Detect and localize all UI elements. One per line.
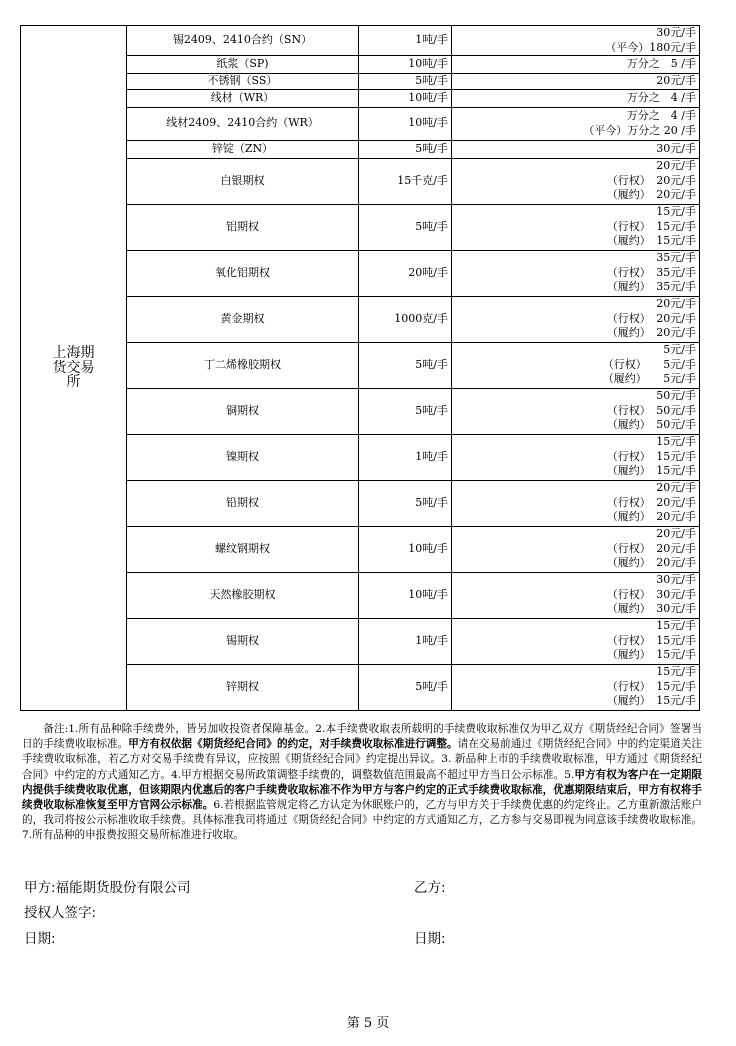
product-name: 铅期权 — [127, 480, 359, 526]
date-b-label: 日期: — [414, 931, 446, 947]
remarks-bold-2: 甲方有权为客户在一定期限内提供手续费收取优惠，但该期限内优惠后的客户手续费收取标准不作为甲方与客户约定的正式手续费收取标准，优惠期限结束后，甲方有权将手续费收取标准恢复至甲方官网公示标准。 — [22, 768, 703, 812]
fee-cell — [452, 89, 700, 107]
fee-line: 35元/手 — [656, 251, 696, 265]
fee-line: （履约） 30元/手 — [606, 602, 696, 616]
product-name: 线材（WR） — [127, 89, 359, 107]
trading-unit: 5吨/手 — [359, 74, 452, 90]
product-name: 纸浆（SP) — [127, 56, 359, 74]
remarks-text-3: 6.若根据监管规定将乙方认定为休眠账户的，乙方与甲方关于手续费优惠的约定终止。乙方重新激活账户的，我司将按公示标准收取手续费。具体标准我司将通过《期货经纪合同》中约定的方式通知乙方，乙方参与交易即视为同意该手续费收取标准。7.所有品种的申报费按照交易所标准进行收取。 — [22, 799, 703, 842]
fee-cell — [452, 26, 700, 56]
remarks-text-2: 请在交易前通过《期货经纪合同》中的约定渠道关注手续费收取标准，若乙方对交易手续费有异议，应按照《期货经纪合同》约定提出异议。3. 新品种上市的手续费收取标准，甲方通过《期货经纪合同》中约定的方式通知乙方。4.甲方根据交易所政策调整手续费的，调整数值范围最高不超过甲方当日公示标准。5. — [22, 738, 703, 781]
remarks-bold-1: 甲方有权依据《期货经纪合同》的约定，对手续费收取标准进行调整。 — [128, 738, 458, 751]
product-name: 氧化铝期权 — [127, 250, 359, 296]
fee-line: （履约） 20元/手 — [606, 326, 696, 340]
fee-line: （平今）180元/手 — [605, 40, 696, 54]
trading-unit: 5吨/手 — [359, 480, 452, 526]
remarks-text-1: 备注:1.所有品种除手续费外，皆另加收投资者保障基金。2.本手续费收取表所载明的手续费收取标准仅为甲乙双方《期货经纪合同》签署当日的手续费收取标准。 — [22, 723, 702, 751]
fee-cell — [452, 434, 700, 480]
fee-cell — [452, 56, 700, 74]
fee-line: 万分之 4 /手 — [626, 109, 696, 122]
fee-line: 20元/手 — [656, 481, 696, 495]
fee-line: 15元/手 — [656, 435, 696, 449]
fee-row — [21, 26, 700, 56]
trading-unit: 5吨/手 — [359, 388, 452, 434]
product-name: 不锈钢（SS） — [127, 74, 359, 90]
fee-line: （行权） 20元/手 — [606, 173, 696, 187]
fee-line: （平今）万分之 20 /手 — [583, 123, 696, 137]
fee-line: （行权） 15元/手 — [606, 219, 696, 233]
fee-line: （行权） 15元/手 — [606, 449, 696, 463]
trading-unit: 10吨/手 — [359, 526, 452, 572]
fee-line: （履约） 15元/手 — [606, 464, 696, 478]
trading-unit: 5吨/手 — [359, 664, 452, 710]
fee-line: （履约） 35元/手 — [606, 280, 696, 294]
exchange-name — [21, 26, 127, 711]
fee-line: （履约） 15元/手 — [606, 234, 696, 248]
fee-line: （行权） 15元/手 — [606, 633, 696, 647]
product-name: 镍期权 — [127, 434, 359, 480]
fee-line: （履约） 5元/手 — [602, 372, 696, 386]
fee-cell — [452, 526, 700, 572]
product-name: 黄金期权 — [127, 296, 359, 342]
fee-cell — [452, 204, 700, 250]
trading-unit: 10吨/手 — [359, 107, 452, 140]
product-name: 白银期权 — [127, 158, 359, 204]
trading-unit: 10吨/手 — [359, 89, 452, 107]
fee-line: （履约） 20元/手 — [606, 510, 696, 524]
fee-line: （行权） 20元/手 — [606, 541, 696, 555]
fee-line: （行权） 50元/手 — [606, 403, 696, 417]
fee-cell — [452, 572, 700, 618]
fee-line: （行权） 30元/手 — [606, 587, 696, 601]
trading-unit: 5吨/手 — [359, 140, 452, 158]
fee-line: （履约） 20元/手 — [606, 556, 696, 570]
trading-unit: 1000克/手 — [359, 296, 452, 342]
fee-line: 5元/手 — [663, 343, 696, 357]
fee-line: 30元/手 — [656, 26, 696, 39]
fee-line: 30元/手 — [656, 141, 696, 155]
fee-line: 20元/手 — [656, 74, 696, 87]
product-name: 螺纹钢期权 — [127, 526, 359, 572]
fee-cell — [452, 158, 700, 204]
fee-line: 20元/手 — [656, 527, 696, 541]
trading-unit: 1吨/手 — [359, 26, 452, 56]
trading-unit: 5吨/手 — [359, 204, 452, 250]
fee-line: 15元/手 — [656, 619, 696, 633]
fee-cell — [452, 342, 700, 388]
party-b-label: 乙方: — [414, 880, 446, 896]
trading-unit: 1吨/手 — [359, 618, 452, 664]
product-name: 锡2409、2410合约（SN） — [127, 26, 359, 56]
fee-line: 万分之 4 /手 — [626, 90, 696, 104]
fee-cell — [452, 250, 700, 296]
party-a-label: 甲方:福能期货股份有限公司 — [24, 880, 191, 896]
fee-table-body — [21, 26, 700, 711]
product-name: 铜期权 — [127, 388, 359, 434]
fee-line: （行权） 15元/手 — [606, 679, 696, 693]
fee-table — [20, 25, 700, 711]
product-name: 锌期权 — [127, 664, 359, 710]
trading-unit: 15千克/手 — [359, 158, 452, 204]
fee-line: （履约） 20元/手 — [606, 188, 696, 202]
fee-line: （行权） 35元/手 — [606, 265, 696, 279]
fee-line: 15元/手 — [656, 205, 696, 219]
date-a-label: 日期: — [24, 931, 56, 947]
product-name: 锡期权 — [127, 618, 359, 664]
fee-line: 30元/手 — [656, 573, 696, 587]
fee-cell — [452, 296, 700, 342]
authorized-signature-label: 授权人签字: — [24, 905, 97, 921]
fee-line: （行权） 20元/手 — [606, 495, 696, 509]
page-number: 第 5 页 — [346, 1016, 390, 1031]
fee-line: 20元/手 — [656, 297, 696, 311]
product-name: 锌锭（ZN） — [127, 140, 359, 158]
product-name: 铝期权 — [127, 204, 359, 250]
fee-line: 50元/手 — [656, 389, 696, 403]
fee-cell — [452, 618, 700, 664]
fee-line: （履约） 15元/手 — [606, 648, 696, 662]
fee-line: （行权） 20元/手 — [606, 311, 696, 325]
trading-unit: 10吨/手 — [359, 56, 452, 74]
trading-unit: 1吨/手 — [359, 434, 452, 480]
product-name: 天然橡胶期权 — [127, 572, 359, 618]
fee-line: （履约） 50元/手 — [606, 418, 696, 432]
fee-cell — [452, 107, 700, 140]
product-name: 丁二烯橡胶期权 — [127, 342, 359, 388]
fee-line: 20元/手 — [656, 159, 696, 173]
fee-cell — [452, 664, 700, 710]
trading-unit: 20吨/手 — [359, 250, 452, 296]
exchange-name-text: 上海期货交易所 — [52, 345, 95, 390]
fee-cell — [452, 388, 700, 434]
fee-line: （履约） 15元/手 — [606, 694, 696, 708]
fee-line: 15元/手 — [656, 665, 696, 679]
trading-unit: 5吨/手 — [359, 342, 452, 388]
fee-cell — [452, 140, 700, 158]
trading-unit: 10吨/手 — [359, 572, 452, 618]
fee-line: 万分之 5 /手 — [626, 57, 696, 71]
fee-line: （行权） 5元/手 — [602, 357, 696, 371]
fee-cell — [452, 480, 700, 526]
fee-cell — [452, 74, 700, 90]
remarks — [22, 722, 702, 844]
product-name: 线材2409、2410合约（WR） — [127, 107, 359, 140]
